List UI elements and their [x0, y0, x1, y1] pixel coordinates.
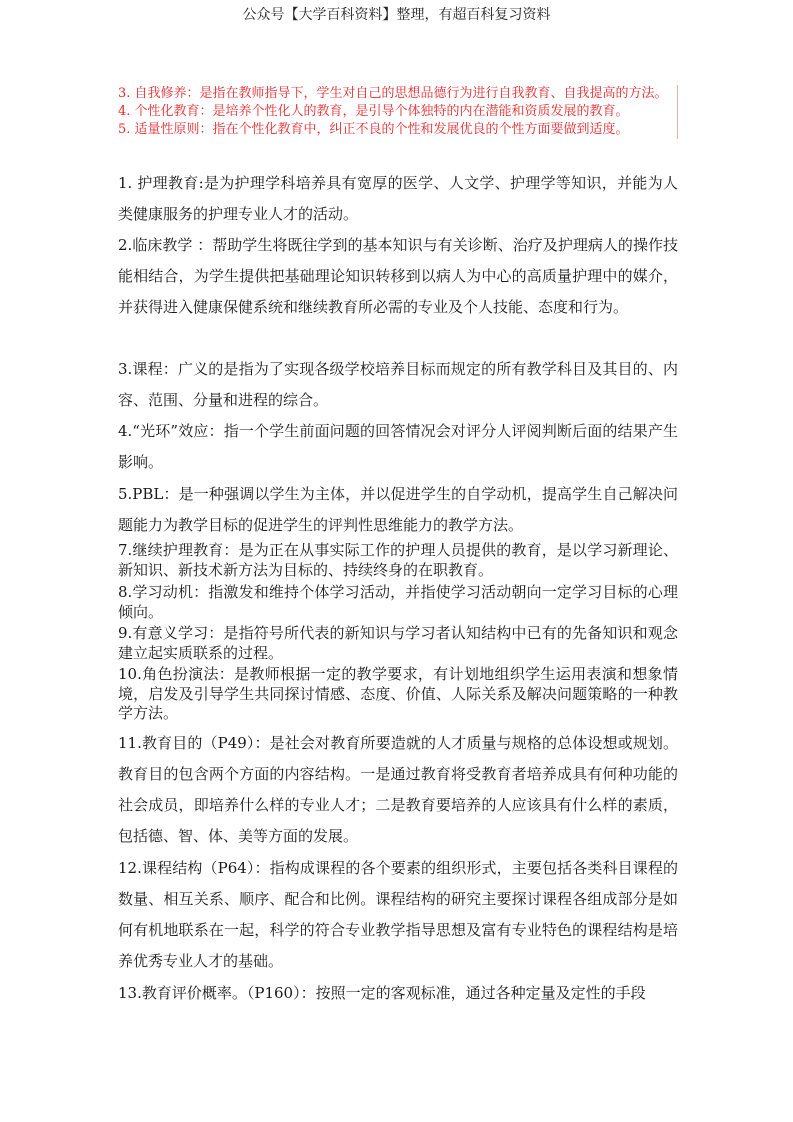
paragraph-pbl: 5.PBL：是一种强调以学生为主体，并以促进学生的自学动机，提高学生自己解决问题能力为教学目标的促进学生的评判性思维能力的教学方法。 — [118, 485, 678, 534]
paragraph-curriculum: 3.课程：广义的是指为了实现各级学校培养目标而规定的所有教学科目及其目的、内容、范围、分量和进程的综合。 — [118, 360, 678, 409]
paragraph-halo-effect: 4.“光环”效应：指一个学生前面问题的回答情况会对评分人评阅判断后面的结果产生影响。 — [118, 422, 678, 471]
red-highlight-block — [118, 85, 678, 139]
red-item-individualized-education: 4. 个性化教育：是培养个性化人的教育，是引导个体独特的内在潜能和资质发展的教育。 — [118, 103, 678, 121]
red-item-moderation-principle: 5. 适量性原则：指在个性化教育中，纠正不良的个性和发展优良的个性方面要做到适度。 — [118, 121, 678, 139]
paragraph-clinical-teaching: 2.临床教学 ：帮助学生将既往学到的基本知识与有关诊断、治疗及护理病人的操作技能相结合，为学生提供把基础理论知识转移到以病人为中心的高质量护理中的媒介，并获得进入健康保健系统和继续教育所必需的专业及个人技能、态度和行为。 — [118, 236, 678, 316]
paragraph-nursing-education: 1. 护理教育:是为护理学科培养具有宽厚的医学、人文学、护理学等知识，并能为人类健康服务的护理专业人才的活动。 — [118, 174, 678, 223]
paragraph-meaningful-learning: 9.有意义学习：是指符号所代表的新知识与学习者认知结构中已有的先备知识和观念建立起实质联系的过程。 — [118, 624, 678, 662]
paragraph-education-aim: 11.教育目的（P49）：是社会对教育所要造就的人才质量与规格的总体设想或规划。教育目的包含两个方面的内容结构。一是通过教育将受教育者培养成具有何种功能的社会成员，即培养什么样的专业人才；二是教育要培养的人应该具有什么样的素质，包括德、智、体、美等方面的发展。 — [118, 734, 678, 845]
paragraph-curriculum-structure: 12.课程结构（P64）：指构成课程的各个要素的组织形式，主要包括各类科目课程的数量、相互关系、顺序、配合和比例。课程结构的研究主要探讨课程各组成部分是如何有机地联系在一起，科学的符合专业教学指导思想及富有专业特色的课程结构是培养优秀专业人才的基础。 — [118, 859, 678, 970]
paragraph-continuing-education: 7.继续护理教育：是为正在从事实际工作的护理人员提供的教育，是以学习新理论、新知识、新技术新方法为目标的、持续终身的在职教育。 — [118, 541, 678, 579]
paragraph-role-play: 10.角色扮演法：是教师根据一定的教学要求，有计划地组织学生运用表演和想象情境，启发及引导学生共同探讨情感、态度、价值、人际关系及解决问题策略的一种教学方法。 — [118, 665, 678, 722]
red-item-self-cultivation: 3. 自我修养：是指在教师指导下，学生对自己的思想品德行为进行自我教育、自我提高的方法。 — [118, 85, 678, 103]
paragraph-education-evaluation: 13.教育评价概率。（P160）：按照一定的客观标准，通过各种定量及定性的手段 — [118, 984, 646, 1002]
paragraph-learning-motivation: 8.学习动机：指激发和维持个体学习活动，并指使学习活动朝向一定学习目标的心理倾向。 — [118, 583, 678, 621]
page-header: 公众号【大学百科资料】整理，有超百科复习资料 — [242, 7, 551, 23]
